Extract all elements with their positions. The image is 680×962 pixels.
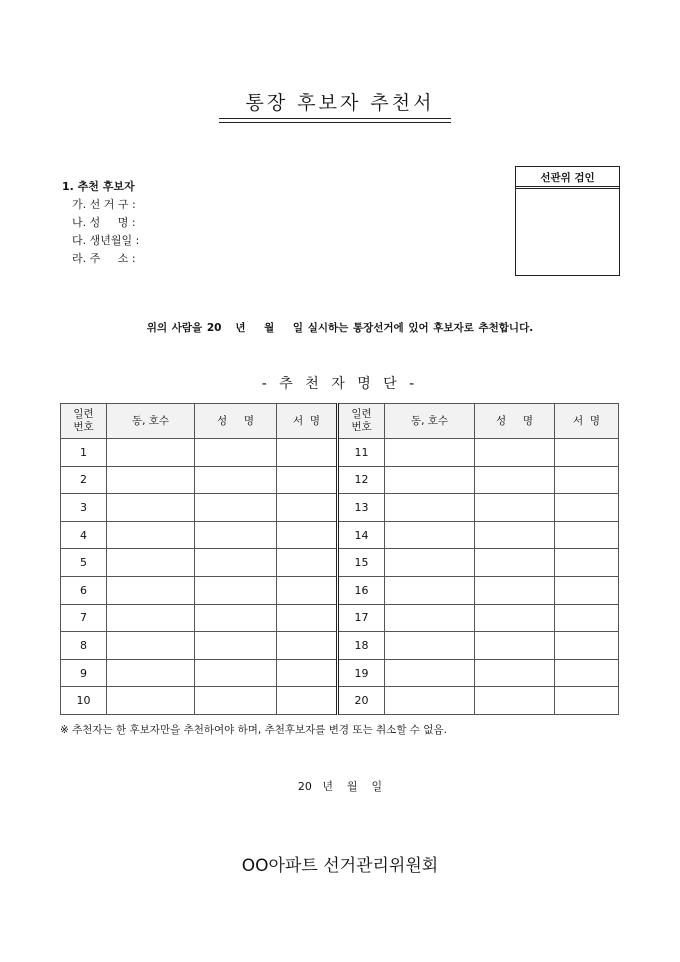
unit-input-cell[interactable] xyxy=(107,466,195,494)
signature-cell[interactable] xyxy=(555,549,619,577)
header-serial-left: 일련 번호 xyxy=(61,404,107,439)
signature-cell[interactable] xyxy=(555,659,619,687)
serial-cell: 9 xyxy=(61,659,107,687)
header-unit-right: 동, 호수 xyxy=(385,404,475,439)
notice-text: ※ 추천자는 한 후보자만을 추천하여야 하며, 추천후보자를 변경 또는 취소할 수 없음. xyxy=(60,724,447,736)
section-heading: 1. 추천 후보자 xyxy=(62,180,135,193)
title-underline-top xyxy=(219,118,451,119)
signature-cell[interactable] xyxy=(555,494,619,522)
header-name-right: 성 명 xyxy=(475,404,555,439)
name-input-cell[interactable] xyxy=(195,466,277,494)
signature-cell[interactable] xyxy=(555,687,619,715)
serial-cell: 2 xyxy=(61,466,107,494)
unit-input-cell[interactable] xyxy=(107,494,195,522)
unit-input-cell[interactable] xyxy=(385,549,475,577)
unit-input-cell[interactable] xyxy=(385,466,475,494)
unit-input-cell[interactable] xyxy=(107,576,195,604)
name-input-cell[interactable] xyxy=(195,521,277,549)
unit-input-cell[interactable] xyxy=(385,659,475,687)
signature-cell[interactable] xyxy=(555,439,619,467)
header-sign-left: 서 명 xyxy=(277,404,338,439)
table-row xyxy=(61,604,619,632)
unit-input-cell[interactable] xyxy=(385,576,475,604)
unit-input-cell[interactable] xyxy=(385,439,475,467)
field-address: 라. 주 소 : xyxy=(72,252,136,265)
serial-cell: 11 xyxy=(338,439,385,467)
signature-cell[interactable] xyxy=(277,494,338,522)
unit-input-cell[interactable] xyxy=(385,521,475,549)
serial-cell: 5 xyxy=(61,549,107,577)
name-input-cell[interactable] xyxy=(475,466,555,494)
election-seal-box xyxy=(515,166,620,276)
seal-label: 선관위 검인 xyxy=(516,167,619,189)
name-input-cell[interactable] xyxy=(475,659,555,687)
serial-cell: 10 xyxy=(61,687,107,715)
signature-cell[interactable] xyxy=(277,466,338,494)
unit-input-cell[interactable] xyxy=(385,494,475,522)
signature-cell[interactable] xyxy=(555,521,619,549)
unit-input-cell[interactable] xyxy=(107,549,195,577)
serial-cell: 7 xyxy=(61,604,107,632)
name-input-cell[interactable] xyxy=(475,549,555,577)
header-name-left: 성 명 xyxy=(195,404,277,439)
table-row xyxy=(61,659,619,687)
serial-cell: 20 xyxy=(338,687,385,715)
serial-cell: 13 xyxy=(338,494,385,522)
signature-cell[interactable] xyxy=(555,604,619,632)
unit-input-cell[interactable] xyxy=(107,687,195,715)
recommender-table xyxy=(60,403,619,715)
signature-cell[interactable] xyxy=(555,576,619,604)
unit-input-cell[interactable] xyxy=(107,659,195,687)
name-input-cell[interactable] xyxy=(475,576,555,604)
name-input-cell[interactable] xyxy=(195,604,277,632)
name-input-cell[interactable] xyxy=(195,576,277,604)
document-title: 통장 후보자 추천서 xyxy=(245,92,435,114)
unit-input-cell[interactable] xyxy=(107,439,195,467)
serial-cell: 15 xyxy=(338,549,385,577)
serial-cell: 17 xyxy=(338,604,385,632)
table-row xyxy=(61,521,619,549)
name-input-cell[interactable] xyxy=(475,604,555,632)
table-header-row xyxy=(61,404,619,439)
name-input-cell[interactable] xyxy=(475,439,555,467)
name-input-cell[interactable] xyxy=(195,439,277,467)
unit-input-cell[interactable] xyxy=(385,604,475,632)
serial-cell: 6 xyxy=(61,576,107,604)
table-row xyxy=(61,576,619,604)
signature-cell[interactable] xyxy=(277,687,338,715)
field-district: 가. 선 거 구 : xyxy=(72,198,136,211)
serial-cell: 4 xyxy=(61,521,107,549)
table-row xyxy=(61,494,619,522)
serial-cell: 12 xyxy=(338,466,385,494)
table-row xyxy=(61,632,619,660)
serial-cell: 16 xyxy=(338,576,385,604)
name-input-cell[interactable] xyxy=(475,494,555,522)
name-input-cell[interactable] xyxy=(475,632,555,660)
name-input-cell[interactable] xyxy=(195,632,277,660)
serial-cell: 3 xyxy=(61,494,107,522)
header-sign-right: 서 명 xyxy=(555,404,619,439)
name-input-cell[interactable] xyxy=(195,687,277,715)
recommendation-statement: 위의 사람을 20 년 월 일 실시하는 통장선거에 있어 후보자로 추천합니다. xyxy=(146,322,534,334)
signature-cell[interactable] xyxy=(555,632,619,660)
serial-cell: 19 xyxy=(338,659,385,687)
header-unit-left: 동, 호수 xyxy=(107,404,195,439)
name-input-cell[interactable] xyxy=(195,494,277,522)
unit-input-cell[interactable] xyxy=(385,632,475,660)
unit-input-cell[interactable] xyxy=(107,604,195,632)
serial-cell: 14 xyxy=(338,521,385,549)
unit-input-cell[interactable] xyxy=(385,687,475,715)
header-serial-right: 일련 번호 xyxy=(338,404,385,439)
signature-cell[interactable] xyxy=(277,659,338,687)
signature-cell[interactable] xyxy=(277,439,338,467)
title-underline-bottom xyxy=(219,122,451,123)
signature-cell[interactable] xyxy=(277,632,338,660)
date-line: 20 년 월 일 xyxy=(297,780,383,793)
name-input-cell[interactable] xyxy=(475,687,555,715)
signature-cell[interactable] xyxy=(277,549,338,577)
signature-cell[interactable] xyxy=(277,604,338,632)
table-row xyxy=(61,687,619,715)
table-row xyxy=(61,549,619,577)
table-row xyxy=(61,466,619,494)
table-row xyxy=(61,439,619,467)
organization-name: OO아파트 선거관리위원회 xyxy=(241,856,439,876)
recommender-list-title: - 추 천 자 명 단 - xyxy=(261,376,419,392)
serial-cell: 1 xyxy=(61,439,107,467)
field-birthdate: 다. 생년월일 : xyxy=(72,234,140,247)
signature-cell[interactable] xyxy=(277,521,338,549)
name-input-cell[interactable] xyxy=(475,521,555,549)
signature-cell[interactable] xyxy=(555,466,619,494)
serial-cell: 18 xyxy=(338,632,385,660)
signature-cell[interactable] xyxy=(277,576,338,604)
name-input-cell[interactable] xyxy=(195,549,277,577)
serial-cell: 8 xyxy=(61,632,107,660)
unit-input-cell[interactable] xyxy=(107,632,195,660)
unit-input-cell[interactable] xyxy=(107,521,195,549)
name-input-cell[interactable] xyxy=(195,659,277,687)
field-name: 나. 성 명 : xyxy=(72,216,136,229)
